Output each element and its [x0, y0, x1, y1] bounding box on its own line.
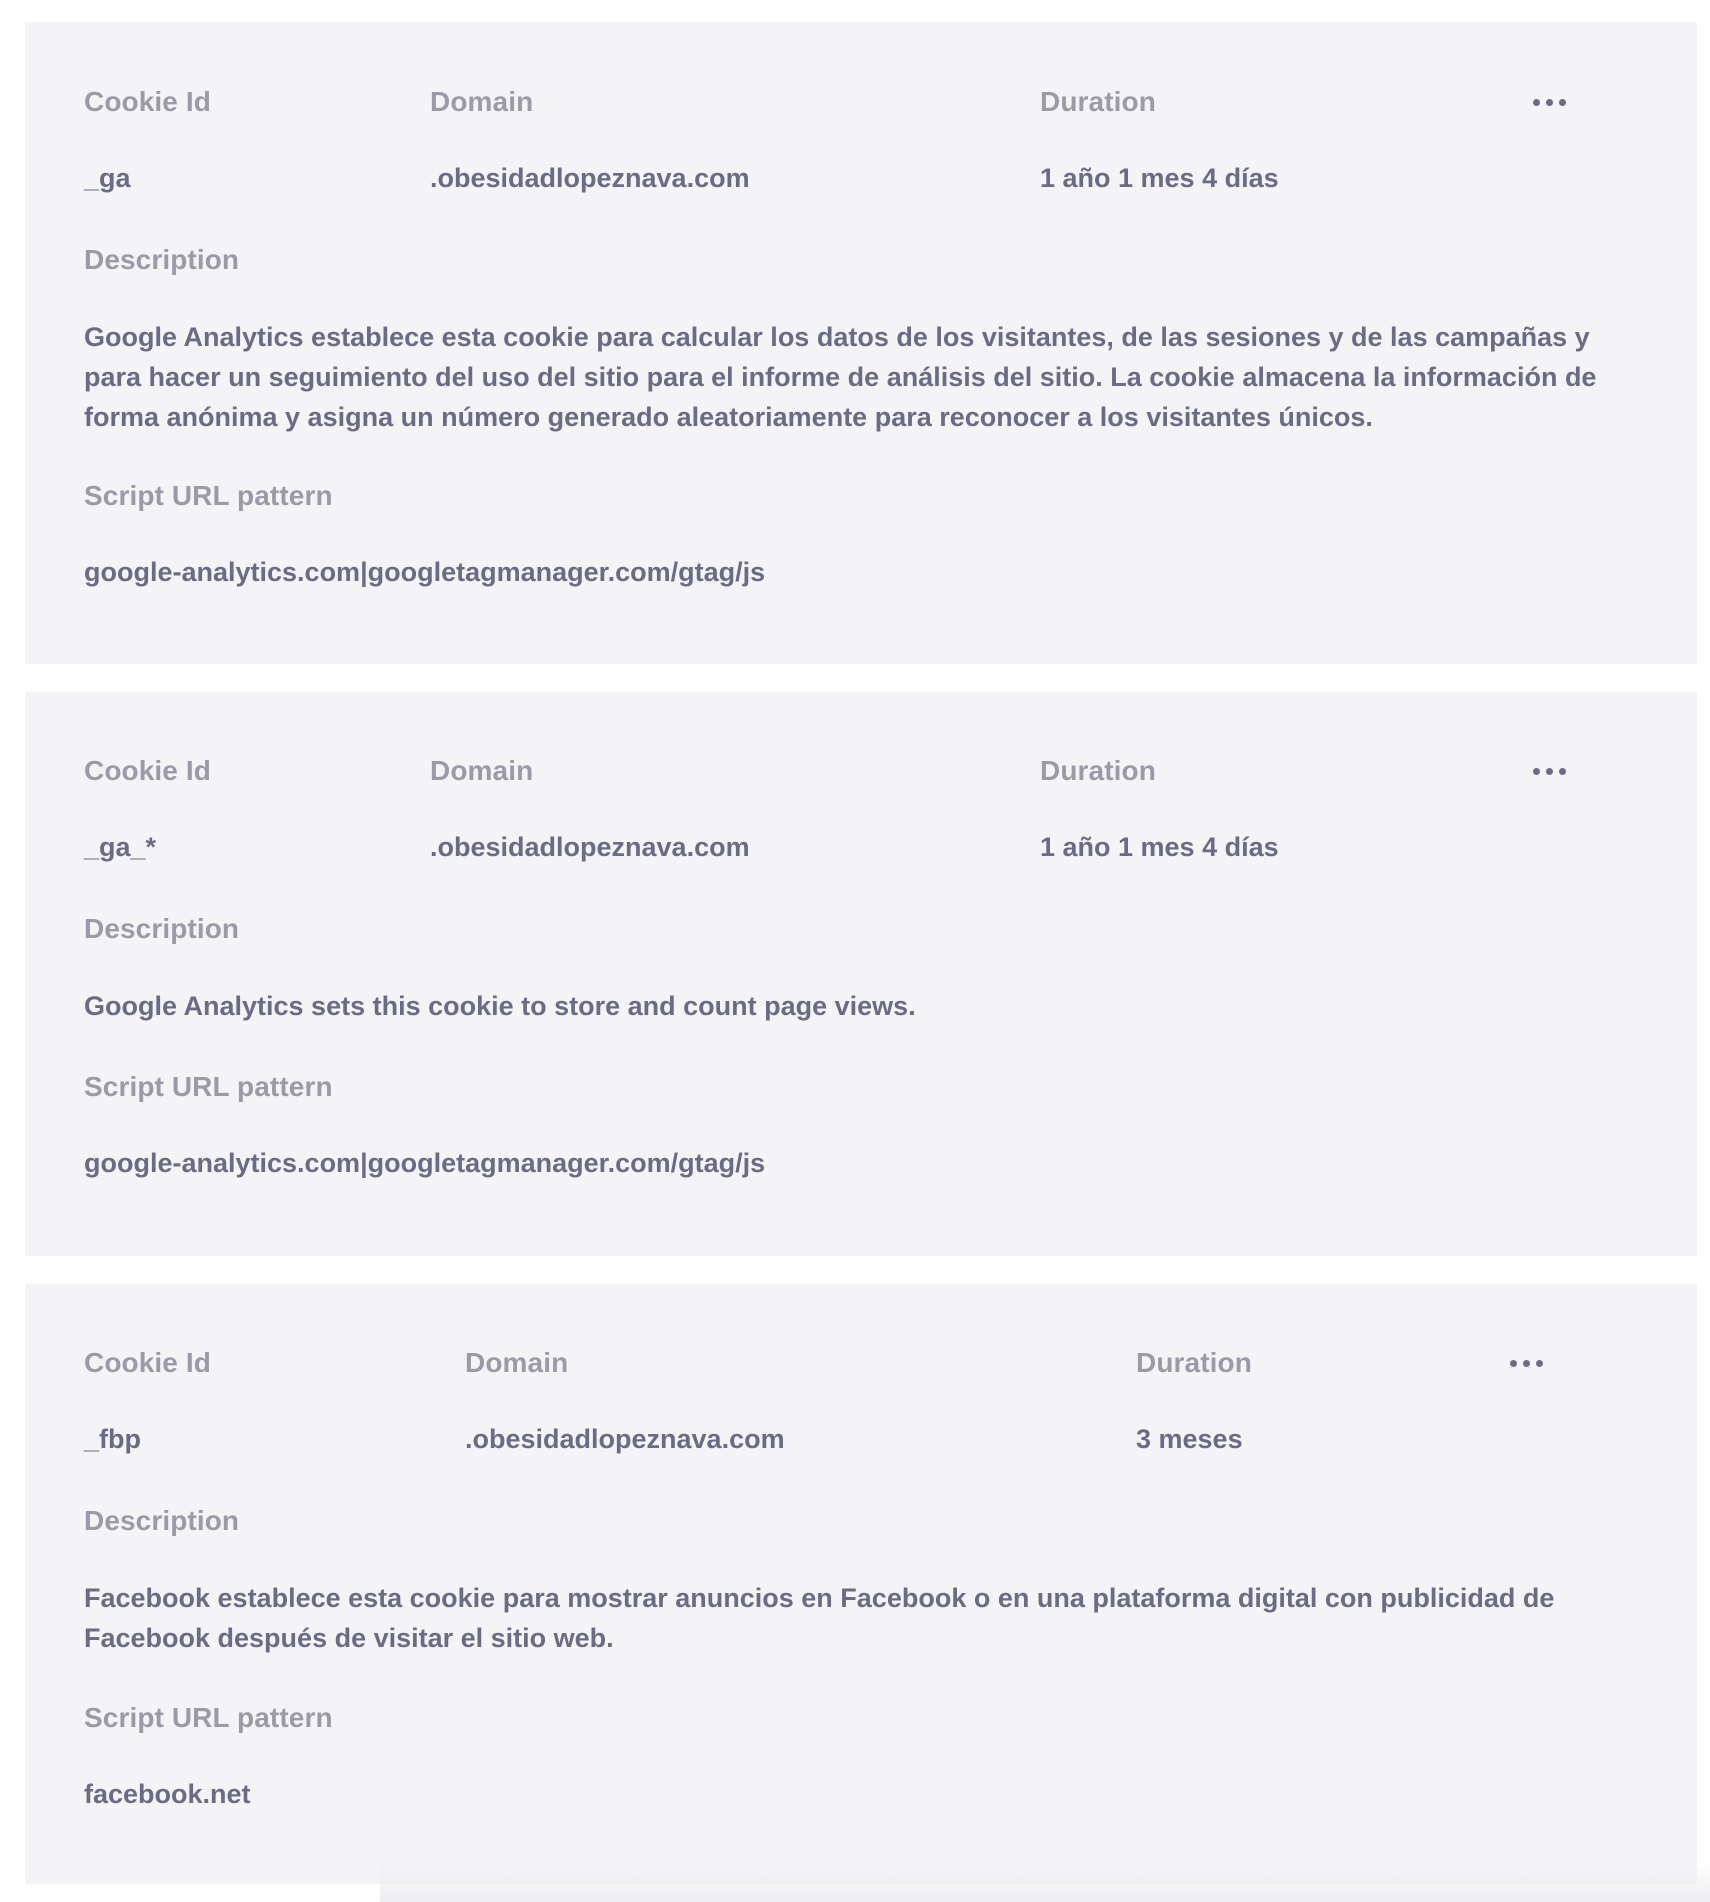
description-label: Description [84, 913, 240, 944]
cookie-card [25, 692, 1697, 1256]
duration-label: Duration [1040, 755, 1156, 786]
duration-label: Duration [1040, 86, 1156, 117]
cookie-id-label: Cookie Id [84, 755, 211, 786]
duration-value: 3 meses [1136, 1424, 1243, 1454]
cookie-header-row [25, 86, 1697, 126]
more-horizontal-icon[interactable] [1531, 755, 1571, 785]
script-url-pattern-label: Script URL pattern [84, 480, 333, 511]
cookie-id-label: Cookie Id [84, 1347, 211, 1378]
description-text: Google Analytics sets this cookie to store and count page views. [84, 991, 916, 1021]
script-url-pattern-label: Script URL pattern [84, 1071, 333, 1102]
domain-label: Domain [465, 1347, 569, 1378]
domain-value: .obesidadlopeznava.com [465, 1424, 785, 1454]
script-url-pattern-value: facebook.net [84, 1779, 251, 1809]
cookie-value-row [25, 163, 1697, 203]
duration-value: 1 año 1 mes 4 días [1040, 163, 1279, 193]
domain-value: .obesidadlopeznava.com [430, 163, 750, 193]
cookie-id-label: Cookie Id [84, 86, 211, 117]
cookie-value-row [25, 832, 1697, 872]
more-horizontal-icon[interactable] [1531, 86, 1571, 116]
cookie-value-row [25, 1424, 1697, 1464]
description-label: Description [84, 244, 240, 275]
duration-label: Duration [1136, 1347, 1252, 1378]
domain-label: Domain [430, 86, 534, 117]
cookie-id-value: _fbp [84, 1424, 141, 1454]
description-label: Description [84, 1505, 240, 1536]
script-url-pattern-value: google-analytics.com|googletagmanager.com/gtag/js [84, 557, 766, 587]
domain-value: .obesidadlopeznava.com [430, 832, 750, 862]
cookie-header-row [25, 1347, 1697, 1387]
cookie-card [25, 22, 1697, 664]
script-url-pattern-value: google-analytics.com|googletagmanager.com/gtag/js [84, 1148, 766, 1178]
duration-value: 1 año 1 mes 4 días [1040, 832, 1279, 862]
script-url-pattern-label: Script URL pattern [84, 1702, 333, 1733]
cookie-header-row [25, 755, 1697, 795]
cookie-id-value: _ga [84, 163, 131, 193]
description-text: Facebook establece esta cookie para mostrar anuncios en Facebook o en una plataforma digital con publicidad de Facebook después de visitar el sitio web. [84, 1583, 1555, 1653]
cookie-id-value: _ga_* [84, 832, 157, 862]
more-horizontal-icon[interactable] [1508, 1347, 1548, 1377]
description-text: Google Analytics establece esta cookie para calcular los datos de los visitantes, de las sesiones y de las campañas y para hacer un seguimiento del uso del sitio para el informe de análisis del sitio. La cookie almacena la información de forma anónima y asigna un número generado aleatoriamente para reconocer a los visitantes únicos. [84, 322, 1597, 432]
domain-label: Domain [430, 755, 534, 786]
cookie-card [25, 1284, 1697, 1884]
